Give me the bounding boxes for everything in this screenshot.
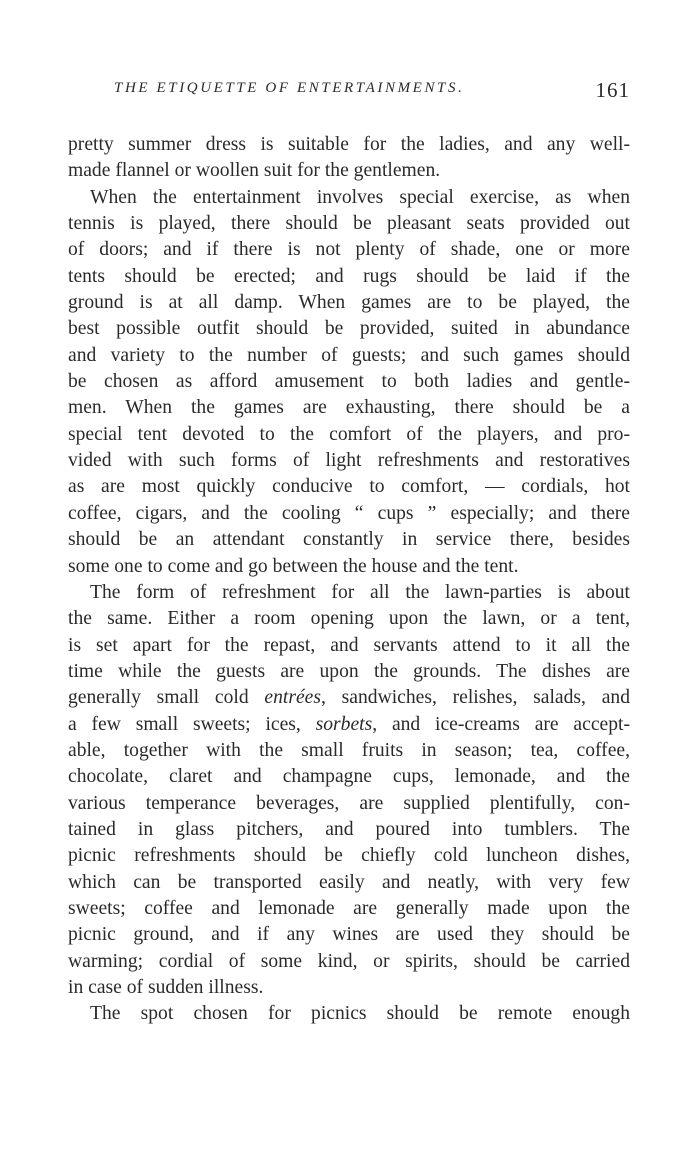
text-line: time while the guests are upon the grounds. The dishes are bbox=[68, 660, 630, 682]
text-line: vided with such forms of light refreshments and restoratives bbox=[68, 450, 630, 472]
running-head bbox=[68, 80, 630, 110]
text-line: in case of sudden illness. bbox=[68, 977, 264, 998]
text-line: picnic ground, and if any wines are used they should be bbox=[68, 924, 630, 946]
text-line: be chosen as afford amusement to both ladies and gentle- bbox=[68, 371, 630, 393]
text-line: of doors; and if there is not plenty of shade, one or more bbox=[68, 239, 630, 261]
text-line: chocolate, claret and champagne cups, lemonade, and the bbox=[68, 766, 630, 788]
text-line: best possible outfit should be provided, suited in abundance bbox=[68, 318, 630, 340]
text-line: men. When the games are exhausting, there should be a bbox=[68, 397, 630, 419]
text-line: tennis is played, there should be pleasant seats provided out bbox=[68, 213, 630, 235]
text-line: tents should be erected; and rugs should be laid if the bbox=[68, 265, 630, 287]
text-line: is set apart for the repast, and servants attend to it all the bbox=[68, 634, 630, 656]
text-line: some one to come and go between the house and the tent. bbox=[68, 555, 519, 577]
text-line: The form of refreshment for all the lawn-parties is about bbox=[90, 581, 630, 603]
text-line: various temperance beverages, are supplied plentifully, con- bbox=[68, 792, 630, 814]
text-line: warming; cordial of some kind, or spirits, should be carried bbox=[68, 950, 630, 972]
text-line: should be an attendant constantly in service there, besides bbox=[68, 529, 630, 551]
text-line: When the entertainment involves special exercise, as when bbox=[90, 186, 630, 208]
text-line: which can be transported easily and neatly, with very few bbox=[68, 871, 630, 893]
text-line: picnic refreshments should be chiefly cold luncheon dishes, bbox=[68, 845, 630, 867]
text-line: made flannel or woollen suit for the gentlemen. bbox=[68, 160, 441, 182]
text-line: a few small sweets; ices, sorbets, and ice-creams are accept- bbox=[68, 713, 630, 735]
text-line: tained in glass pitchers, and poured into tumblers. The bbox=[68, 818, 630, 840]
text-line: the same. Either a room opening upon the lawn, or a tent, bbox=[68, 608, 630, 630]
paragraph-2 bbox=[68, 185, 630, 580]
text-line: sweets; coffee and lemonade are generally made upon the bbox=[68, 897, 630, 919]
text-line: and variety to the number of guests; and such games should bbox=[68, 344, 630, 366]
text-line: ground is at all damp. When games are to be played, the bbox=[68, 292, 630, 314]
paragraph-1 bbox=[68, 132, 630, 185]
book-page bbox=[68, 80, 630, 1028]
text-line: generally small cold entrées, sandwiches, relishes, salads, and bbox=[68, 687, 630, 709]
text-line: special tent devoted to the comfort of the players, and pro- bbox=[68, 423, 630, 445]
text-line: able, together with the small fruits in season; tea, coffee, bbox=[68, 739, 630, 761]
paragraph-4 bbox=[68, 1001, 630, 1027]
running-title: THE ETIQUETTE OF ENTERTAINMENTS. bbox=[114, 80, 465, 96]
text-line: pretty summer dress is suitable for the ladies, and any well- bbox=[68, 134, 630, 155]
paragraph-3 bbox=[68, 580, 630, 1002]
page-number: 161 bbox=[595, 78, 630, 102]
text-line: coffee, cigars, and the cooling “ cups ” especially; and there bbox=[68, 502, 630, 524]
italic-term: sorbets bbox=[315, 713, 373, 735]
italic-term: entrées bbox=[264, 687, 321, 709]
text-line: The spot chosen for picnics should be remote enough bbox=[90, 1003, 630, 1025]
body-text bbox=[68, 132, 630, 1028]
text-line: as are most quickly conducive to comfort, — cordials, hot bbox=[68, 476, 630, 498]
